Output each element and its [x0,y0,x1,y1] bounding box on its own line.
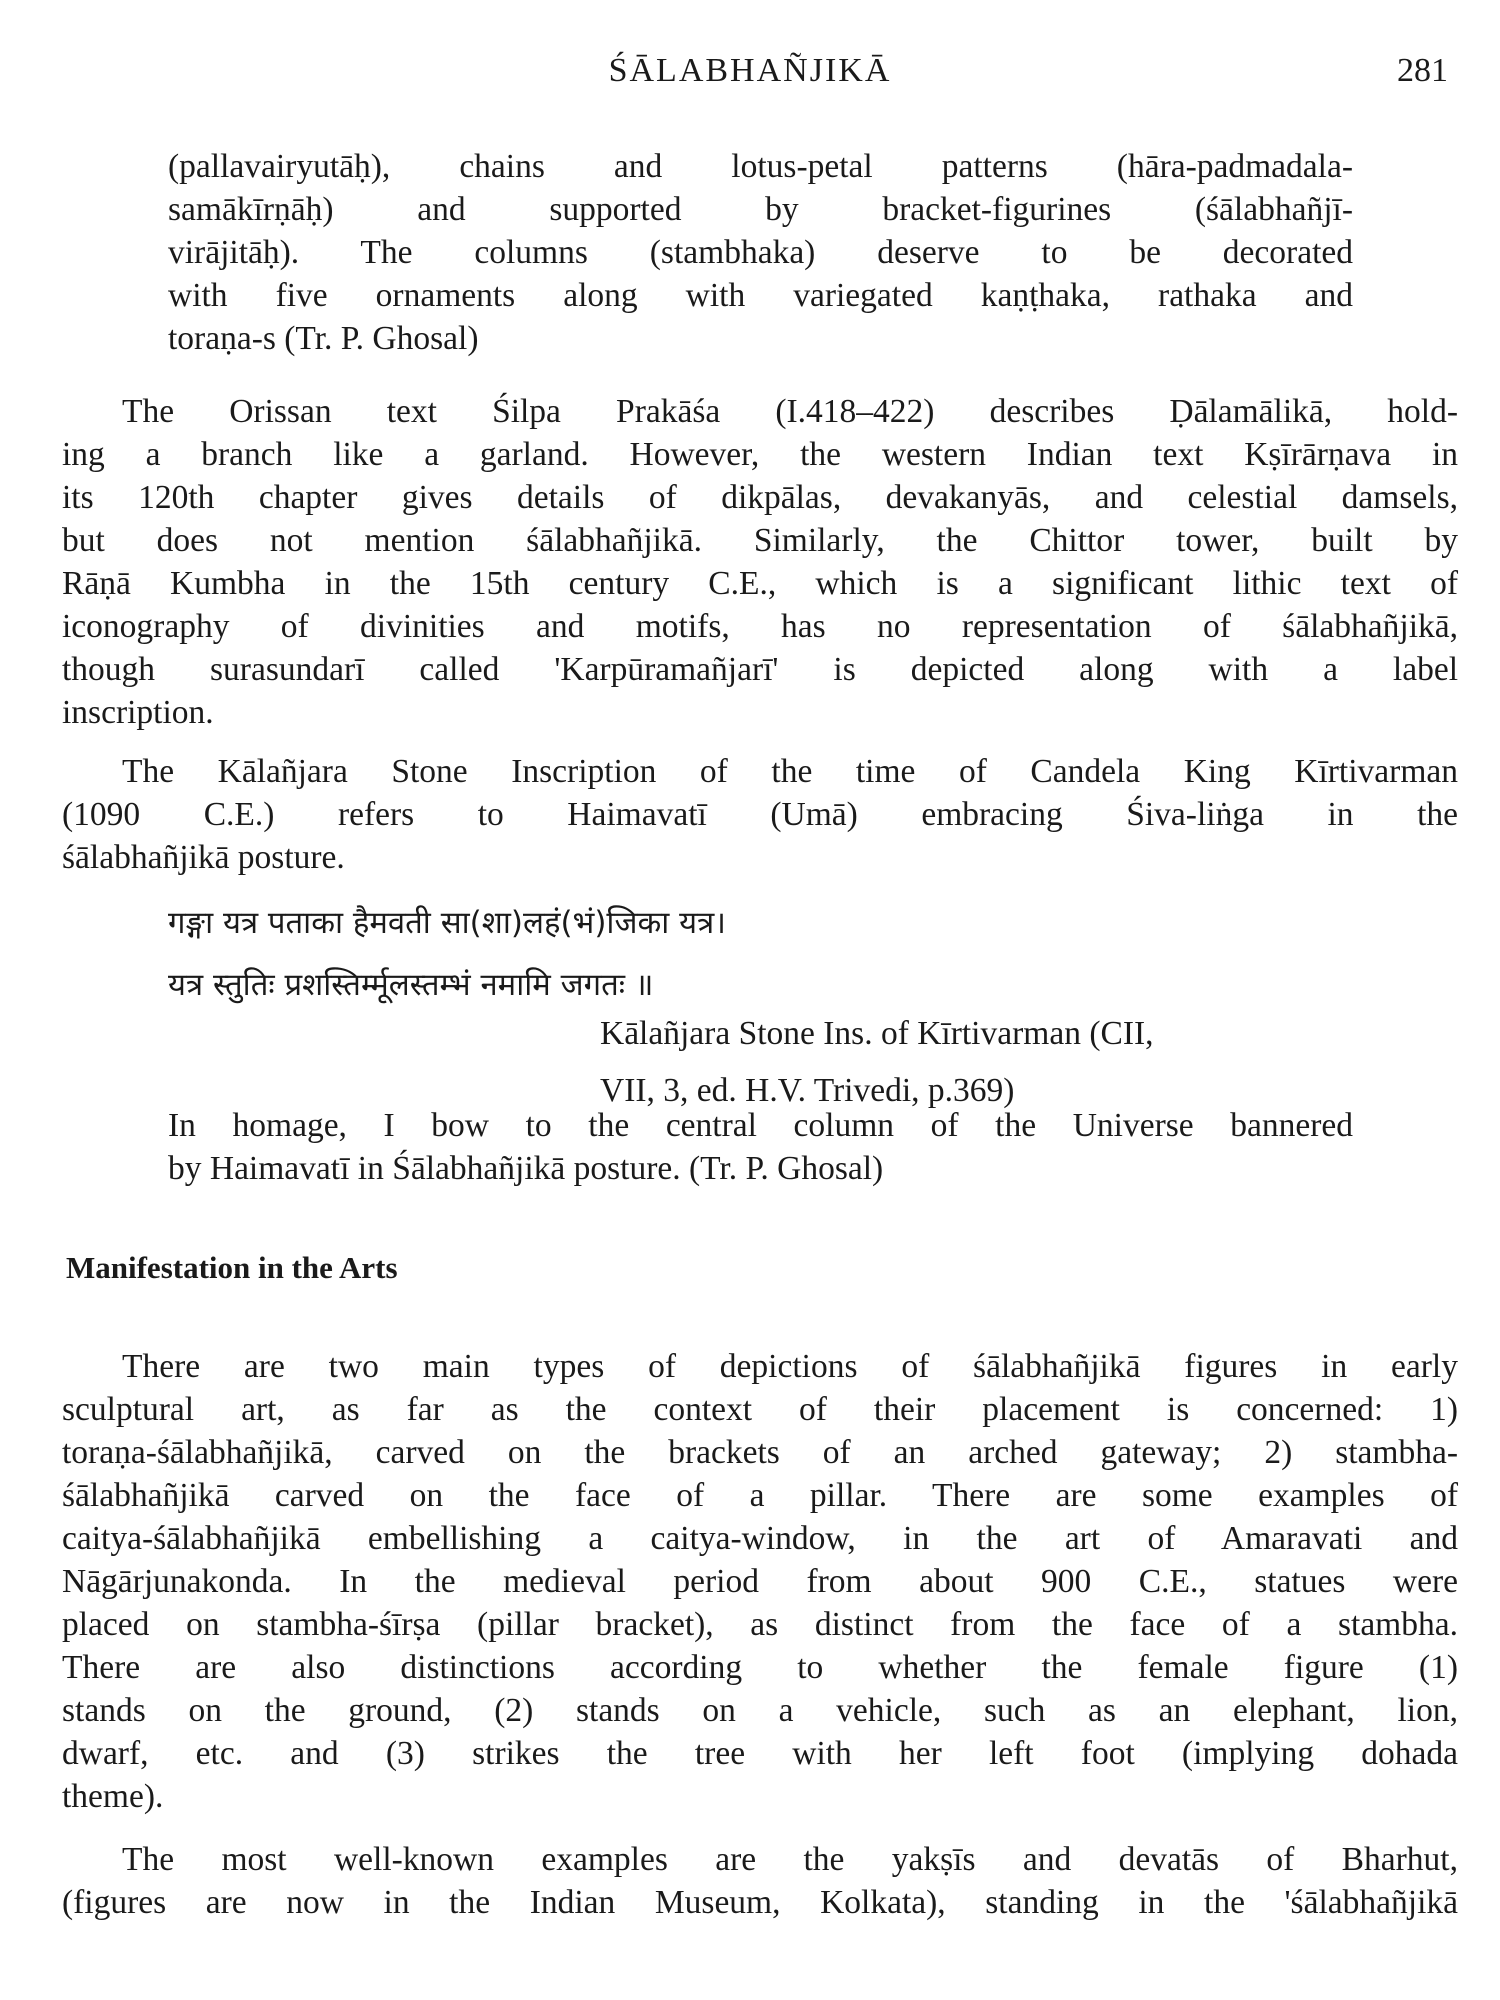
text-line: (figures are now in the Indian Museum, Kolkata), standing in the 'śālabhañjikā [62,1884,1458,1921]
text-line: inscription. [62,694,214,731]
text-line: with five ornaments along with variegated kaṇṭhaka, rathaka and [168,277,1353,314]
text-line: (pallavairyutāḥ), chains and lotus-petal patterns (hāra-padmadala- [168,148,1353,185]
paragraph-silpa-prakasa [62,390,1458,734]
text-line: stands on the ground, (2) stands on a vehicle, such as an elephant, lion, [62,1692,1458,1729]
text-line: śālabhañjikā posture. [62,839,345,876]
verse-translation [168,1104,1353,1190]
quoted-translation-block [168,145,1353,360]
text-line: In homage, I bow to the central column of the Universe bannered [168,1107,1353,1144]
text-line: toraṇa-s (Tr. P. Ghosal) [168,320,479,357]
citation-line: Kālañjara Stone Ins. of Kīrtivarman (CII, [600,1015,1154,1052]
text-line: though surasundarī called 'Karpūramañjarī' is depicted along with a label [62,651,1458,688]
text-line: placed on stambha-śīrṣa (pillar bracket), as distinct from the face of a stambha. [62,1606,1458,1643]
text-line: samākīrṇāḥ) and supported by bracket-figurines (śālabhañjī- [168,191,1353,228]
text-line: There are two main types of depictions of śālabhañjikā figures in early [122,1348,1458,1385]
citation-line: VII, 3, ed. H.V. Trivedi, p.369) [600,1072,1015,1109]
text-line: but does not mention śālabhañjikā. Similarly, the Chittor tower, built by [62,522,1458,559]
text-line: sculptural art, as far as the context of their placement is concerned: 1) [62,1391,1458,1428]
text-line: Rāṇā Kumbha in the 15th century C.E., which is a significant lithic text of [62,565,1458,602]
text-line: dwarf, etc. and (3) strikes the tree with her left foot (implying dohada [62,1735,1458,1772]
paragraph-depiction-types [62,1345,1458,1818]
text-line: by Haimavatī in Śālabhañjikā posture. (Tr. P. Ghosal) [168,1150,884,1187]
inscription-citation [600,1005,1320,1119]
text-line: The most well-known examples are the yakṣīs and devatās of Bharhut, [122,1841,1458,1878]
text-line: toraṇa-śālabhañjikā, carved on the brackets of an arched gateway; 2) stambha- [62,1434,1458,1471]
page-number: 281 [1397,52,1448,89]
running-title: ŚĀLABHAÑJIKĀ [608,52,892,89]
section-heading: Manifestation in the Arts [66,1250,398,1285]
text-line: śālabhañjikā carved on the face of a pillar. There are some examples of [62,1477,1458,1514]
text-line: (1090 C.E.) refers to Haimavatī (Umā) embracing Śiva-liṅga in the [62,796,1458,833]
sanskrit-verse-line-1: गङ्गा यत्र पताका हैमवती सा(शा)लहं(भं)जिका यत्र। [168,905,726,941]
text-line: iconography of divinities and motifs, has no representation of śālabhañjikā, [62,608,1458,645]
text-line: ing a branch like a garland. However, the western Indian text Kṣīrārṇava in [62,436,1458,473]
sanskrit-verse-line-2: यत्र स्तुतिः प्रशस्तिर्म्मूलस्तम्भं नमामि जगतः ॥ [168,967,654,1003]
text-line: There are also distinctions according to whether the female figure (1) [62,1649,1458,1686]
text-line: The Kālañjara Stone Inscription of the time of Candela King Kīrtivarman [122,753,1458,790]
running-head [0,52,1500,102]
text-line: its 120th chapter gives details of dikpālas, devakanyās, and celestial damsels, [62,479,1458,516]
text-line: The Orissan text Śilpa Prakāśa (I.418–422) describes Ḍālamālikā, hold- [122,393,1458,430]
text-line: Nāgārjunakonda. In the medieval period from about 900 C.E., statues were [62,1563,1458,1600]
text-line: caitya-śālabhañjikā embellishing a caitya-window, in the art of Amaravati and [62,1520,1458,1557]
paragraph-kalanjara-inscription [62,750,1458,879]
text-line: theme). [62,1778,164,1815]
text-line: virājitāḥ). The columns (stambhaka) deserve to be decorated [168,234,1353,271]
paragraph-bharhut-examples [62,1838,1458,1924]
